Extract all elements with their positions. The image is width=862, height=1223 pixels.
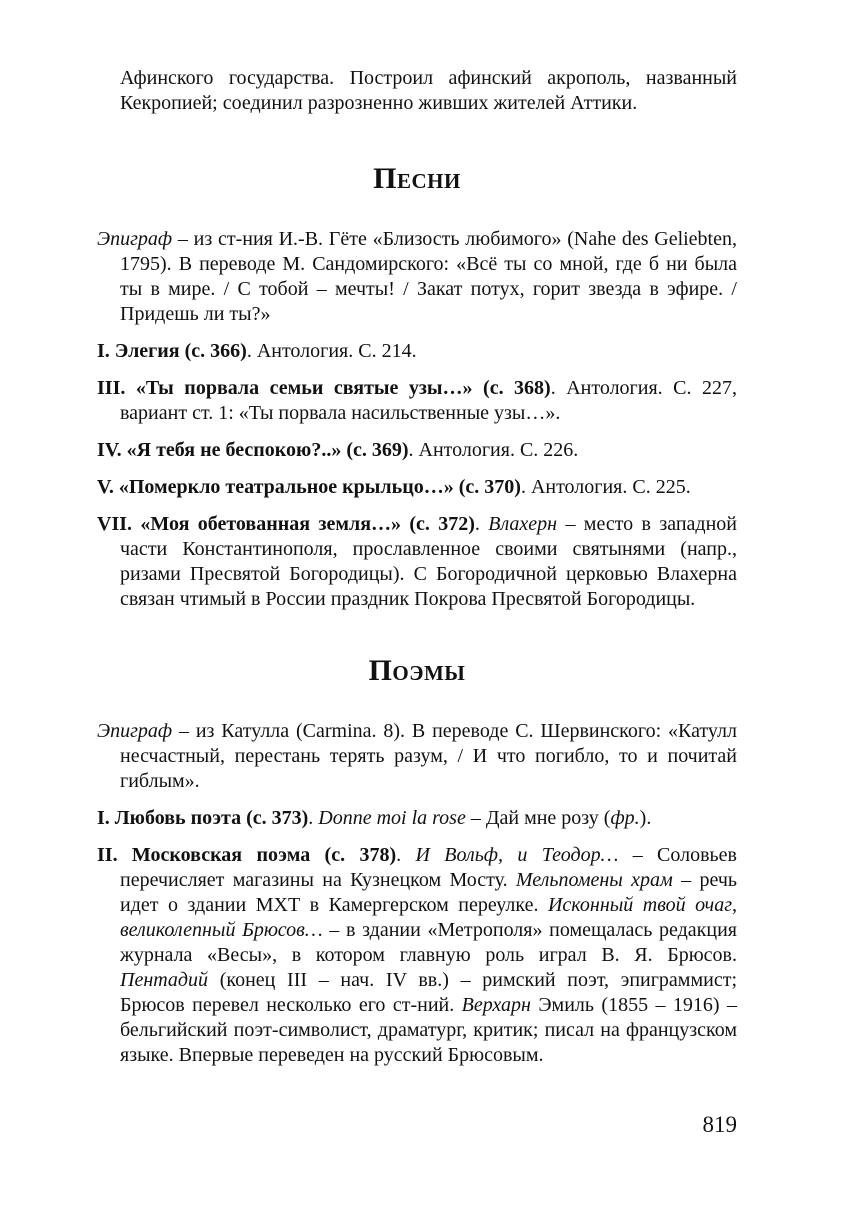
entry-term: Влахерн [488, 513, 558, 535]
note-entry [97, 376, 737, 426]
epigraph-note [97, 719, 737, 794]
entry-text: . [474, 513, 489, 535]
entry-term: Верхарн [461, 994, 531, 1016]
epigraph-label: Эпиграф [97, 228, 173, 250]
entry-term: Исконный твой очаг, великолепный Брюсов… [120, 894, 737, 941]
epigraph-note [97, 227, 737, 327]
entry-text: . Антология. С. 214. [246, 340, 417, 362]
epigraph-text: – из Катулла (Carmina. 8). В переводе С. Шервинского: «Катулл несчастный, перестань терять разум, / И что погибло, то и почитай гиблым». [120, 720, 737, 792]
note-entry [97, 843, 737, 1068]
entry-text: – в здании «Метрополя» помещалась редакция журнала «Весы», в котором главную роль играл В. Я. Брюсов. [120, 919, 738, 966]
entry-term: фр. [610, 807, 640, 829]
note-entry [97, 438, 737, 463]
entry-title: IV. «Я тебя не беспокою?..» (с. 369) [97, 439, 409, 461]
entry-term: И Вольф, и Теодор… [415, 844, 619, 866]
entry-text: – речь идет о здании МХТ в Камергерском переулке. [120, 869, 738, 916]
note-entry [97, 475, 737, 500]
entry-text: (конец III – нач. IV вв.) – римский поэт, эпиграммист; Брюсов перевел несколько его ст-ний. [120, 969, 737, 1016]
entry-text: . [308, 807, 319, 829]
entry-text: – место в западной части Константинополя, прославленное своими святынями (напр., ризами Пресвятой Богородицы). С Богородичной церковью Влахерна связан чтимый в России праздник Покрова Пресвятой Богородицы. [120, 513, 737, 610]
entry-term: Пентадий [120, 969, 209, 991]
entry-text: . [396, 844, 416, 866]
entry-title: II. Московская поэма (с. 378) [97, 844, 397, 866]
page-content [97, 66, 737, 1080]
section-heading-poems: Поэмы [368, 654, 466, 687]
epigraph-label: Эпиграф [97, 720, 173, 742]
epigraph-text: – из ст-ния И.-В. Гёте «Близость любимого» (Nahe des Geliebten, 1795). В переводе М. Сандомирского: «Всё ты со мной, где б ни была ты в мире. / С тобой – мечты! / Закат потух, горит звезда в эфире. / Придешь ли ты?» [120, 228, 737, 325]
note-entry [97, 512, 737, 612]
entry-text: – Дай мне розу ( [465, 807, 611, 829]
entry-text: . Антология. С. 227, вариант ст. 1: «Ты порвала насильственные узы…». [120, 377, 737, 424]
section-heading-songs: Песни [373, 162, 461, 195]
entry-term: Мельпомены храм [515, 869, 673, 891]
entry-term: Donne moi la rose [318, 807, 466, 829]
entry-title: V. «Померкло театральное крыльцо…» (с. 370) [97, 476, 521, 498]
entry-text: – Соловьев перечисляет магазины на Кузнецком Мосту. [120, 844, 738, 891]
entry-text: . Антология. С. 226. [408, 439, 579, 461]
note-entry [97, 806, 737, 831]
continuation-paragraph: Афинского государства. Построил афинский акрополь, названный Кекропией; соединил разрозненно живших жителей Аттики. [120, 67, 737, 114]
entry-title: I. Любовь поэта (с. 373) [97, 807, 309, 829]
entry-title: III. «Ты порвала семьи святые узы…» (с. 368) [97, 377, 551, 399]
entry-text: . Антология. С. 225. [520, 476, 691, 498]
entry-text: ). [639, 807, 652, 829]
entry-title: VII. «Моя обетованная земля…» (с. 372) [97, 513, 475, 535]
note-entry [97, 339, 737, 364]
page-number: 819 [702, 1112, 737, 1137]
entry-title: I. Элегия (с. 366) [97, 340, 247, 362]
entry-text: Эмиль (1855 – 1916) – бельгийский поэт-символист, драматург, критик; писал на французском языке. Впервые переведен на русский Брюсовым. [120, 994, 737, 1066]
